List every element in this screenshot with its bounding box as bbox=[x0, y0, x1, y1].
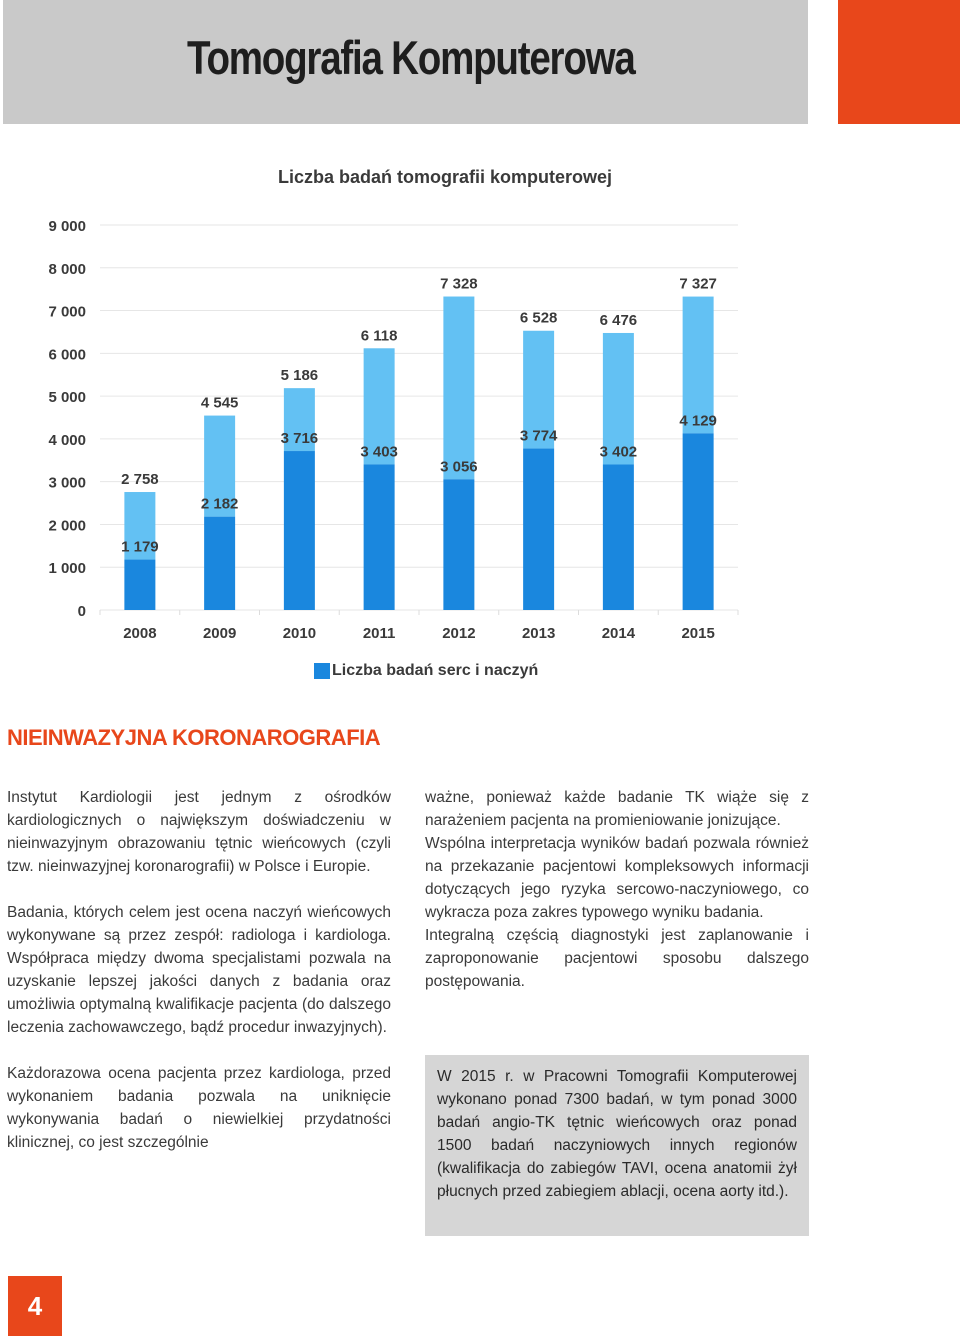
x-tick-label: 2015 bbox=[681, 625, 715, 642]
x-tick-label: 2014 bbox=[601, 625, 636, 642]
bar-segment-heart-vessels bbox=[284, 451, 315, 610]
data-label-value: 3 774 bbox=[519, 427, 558, 445]
legend-swatch bbox=[314, 663, 330, 679]
data-label-total: 6 528 bbox=[519, 309, 558, 327]
bar-segment-heart-vessels bbox=[603, 464, 634, 610]
x-tick-label: 2012 bbox=[442, 625, 476, 642]
y-tick-label: 4 000 bbox=[48, 431, 86, 449]
data-label-value: 3 056 bbox=[440, 458, 478, 476]
data-label-total: 2 758 bbox=[121, 471, 159, 489]
data-label-value: 1 179 bbox=[121, 538, 159, 556]
data-label-value: 3 402 bbox=[599, 443, 638, 461]
page-title: Tomografia Komputerowa bbox=[187, 31, 635, 84]
paragraph: Wspólna interpretacja wyników badań pozwala również na przekazanie pacjentowi kompleksowych informacji dotyczących jego ryzyka sercowo-naczyniowego, co wykracza poza zakres typowego wyniku badania. bbox=[425, 835, 809, 921]
paragraph: Integralną częścią diagnostyki jest zaplanowanie i zaproponowanie pacjentowi sposobu dalszego postępowania. bbox=[425, 927, 809, 990]
data-label-total: 5 186 bbox=[280, 367, 319, 385]
section-heading: NIEINWAZYJNA KORONAROGRAFIA bbox=[7, 725, 381, 750]
paragraph: ważne, ponieważ każde badanie TK wiąże się z narażeniem pacjenta na promieniowanie jonizujące. bbox=[425, 789, 809, 829]
data-label-value: 4 129 bbox=[679, 412, 717, 430]
bar-segment-heart-vessels bbox=[364, 464, 395, 610]
y-tick-label: 8 000 bbox=[48, 260, 86, 278]
x-tick-label: 2010 bbox=[282, 625, 317, 642]
page-number: 4 bbox=[8, 1276, 62, 1336]
data-label-value: 2 182 bbox=[200, 495, 239, 513]
bar-segment-heart-vessels bbox=[683, 433, 714, 610]
bar-segment-heart-vessels bbox=[124, 560, 155, 610]
paragraph: Każdorazowa ocena pacjenta przez kardiologa, przed wykonaniem badania pozwala na uniknięcie wykonywania badań o niewielkiej przydatności klinicznej, co jest szczególnie bbox=[7, 1065, 391, 1151]
data-label-value: 3 716 bbox=[280, 430, 319, 448]
y-tick-label: 1 000 bbox=[48, 560, 86, 578]
data-label-total: 4 545 bbox=[200, 394, 239, 412]
data-label-total: 7 328 bbox=[440, 275, 478, 293]
y-tick-label: 5 000 bbox=[48, 389, 86, 407]
data-label-total: 6 476 bbox=[599, 311, 638, 329]
y-tick-label: 3 000 bbox=[48, 474, 86, 492]
x-tick-label: 2011 bbox=[362, 625, 396, 642]
left-column bbox=[7, 786, 391, 1154]
data-label-total: 7 327 bbox=[679, 275, 717, 293]
paragraph: Badania, których celem jest ocena naczyń wieńcowych wykonywane są przez zespół: radiologa i kardiologa. Współpraca między dwoma specjalistami pozwala na uzyskanie lepszej jakości danych z badania oraz umożliwia optymalną kwalifikacje pacjenta (do dalszego leczenia zachowawczego, bądź procedur inwazyjnych). bbox=[7, 904, 391, 1036]
x-tick-label: 2013 bbox=[521, 625, 556, 642]
bar-chart bbox=[0, 200, 760, 650]
x-tick-label: 2008 bbox=[123, 625, 157, 642]
y-tick-label: 6 000 bbox=[48, 346, 86, 364]
corner-accent bbox=[838, 0, 960, 124]
y-tick-label: 7 000 bbox=[48, 303, 86, 321]
chart-title: Liczba badań tomografii komputerowej bbox=[277, 167, 613, 187]
header-bar bbox=[3, 0, 808, 124]
chart-legend bbox=[314, 662, 538, 680]
y-tick-label: 0 bbox=[77, 603, 86, 620]
right-column bbox=[425, 786, 809, 993]
bar-segment-heart-vessels bbox=[523, 449, 554, 610]
data-label-value: 3 403 bbox=[360, 443, 398, 461]
legend-label: Liczba badań serc i naczyń bbox=[332, 662, 539, 679]
info-box: W 2015 r. w Pracowni Tomografii Komputerowej wykonano ponad 7300 badań, w tym ponad 3000 badań angio-TK tętnic wieńcowych oraz ponad 1500 badań naczyniowych innych regionów (kwalifikacja do zabiegów TAVI, ocena anatomii żył płucnych przed zabiegiem ablacji, ocena aorty itd.). bbox=[425, 1055, 809, 1236]
bar-segment-heart-vessels bbox=[443, 479, 474, 610]
bar-segment-total bbox=[443, 297, 474, 480]
paragraph: Instytut Kardiologii jest jednym z ośrodków kardiologicznych o największym doświadczeniu w nieinwazyjnym obrazowaniu tętnic wieńcowych (czyli tzw. nieinwazyjnej koronarografii) w Polsce i Europie. bbox=[7, 789, 391, 875]
bar-segment-heart-vessels bbox=[204, 517, 235, 610]
y-tick-label: 9 000 bbox=[48, 218, 86, 235]
y-tick-label: 2 000 bbox=[48, 517, 86, 535]
x-tick-label: 2009 bbox=[202, 625, 237, 642]
data-label-total: 6 118 bbox=[360, 327, 398, 345]
